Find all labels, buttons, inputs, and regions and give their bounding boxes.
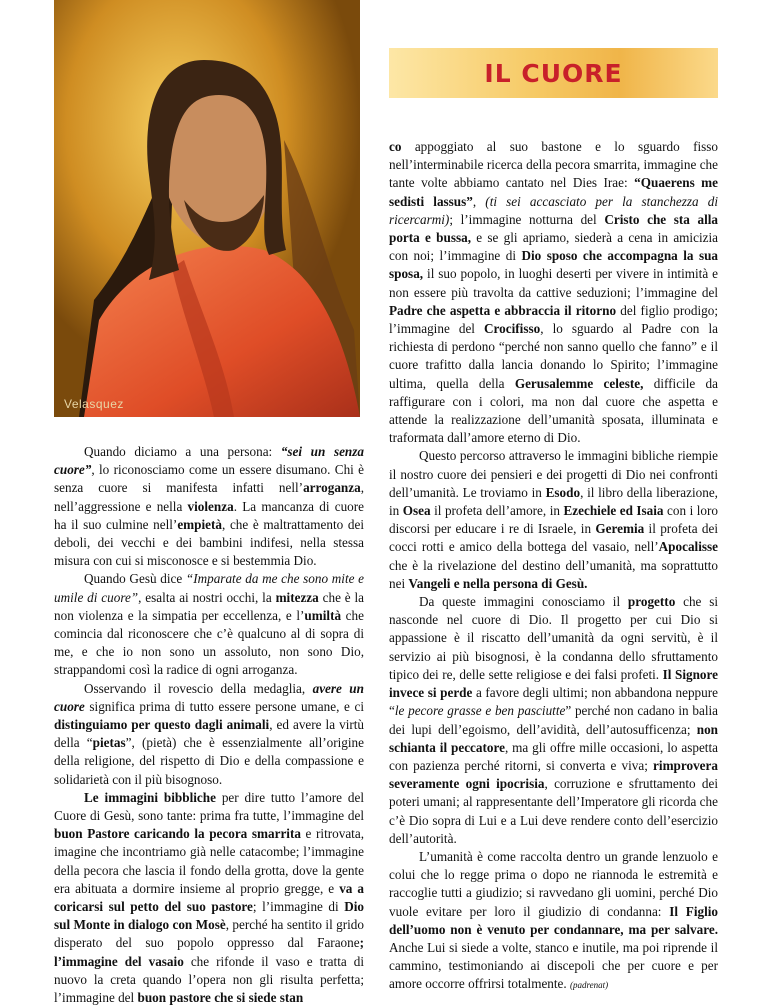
- text-run: Quando Gesù dice: [84, 571, 186, 587]
- paragraph: [54, 680, 364, 789]
- text-run: rimprovera severamente ogni ipocrisia: [389, 757, 718, 792]
- text-run: , ed avere la virtù della “: [54, 717, 365, 751]
- text-run: Anche Lui si siede a volte, stanco e inutile, ma poi riprende il cammino, testimoniando ai discepoli che per cuore e per amore occorre offrirsi totalmente.: [389, 939, 718, 992]
- text-run: non schianta il peccatore: [389, 721, 718, 755]
- text-run: violenza: [187, 498, 234, 514]
- text-run: Il Signore invece si perde: [389, 666, 718, 701]
- text-run: “Quaerens me sedisti lassus”: [389, 175, 719, 209]
- text-run: , il libro della liberazione, in: [389, 484, 718, 519]
- page-title: IL CUORE: [484, 58, 623, 88]
- text-run: buon pastore che si siede stan: [137, 990, 304, 1006]
- text-run: , lo sguardo al Padre con la richiesta di perdono “perché non sanno quello che fanno” e il cuore trafitto dalla lancia donando lo Spirito; l’immagine ultima, quella della: [389, 321, 718, 391]
- text-run: , ma gli offre mille occasioni, lo aspetta con pazienza perché ritorni, si converta e viva;: [389, 739, 718, 773]
- text-run: Gerusalemme celeste,: [514, 375, 644, 391]
- text-run: Da queste immagini conosciamo il: [419, 594, 628, 610]
- text-run: buon Pastore caricando la pecora smarrita: [54, 826, 301, 842]
- text-run: , lo riconosciamo come un essere disumano. Chi è senza cuore si manifesta infatti nell’: [54, 462, 364, 496]
- text-run: con i loro discorsi per educare i re di Israele, in: [389, 503, 718, 537]
- text-run: , nell’aggressione e nella: [54, 480, 364, 514]
- text-run: , corruzione e sfruttamento dei poteri umani; al rappresentante dell’Imperatore gli ricorda che c’è Dio sopra di Lui e a Lui deve rendere conto dell’esercizio dell’autorità.: [389, 776, 719, 846]
- text-run: (padrenat): [570, 980, 609, 991]
- text-run: ; l’immagine del vasaio: [54, 935, 364, 969]
- text-run: significa prima di tutto essere persone umane, e ci: [84, 698, 364, 714]
- left-column: [54, 443, 364, 1007]
- text-run: “Imparate da me che sono mite e umile di cuore”: [54, 571, 364, 605]
- text-run: del figlio prodigo; l’immagine del: [389, 302, 719, 337]
- text-run: Il Figlio dell’uomo non è venuto per condannare, ma per salvare.: [389, 903, 718, 937]
- paragraph: [54, 570, 364, 679]
- text-run: pietas: [92, 735, 126, 751]
- text-run: e se gli apriamo, siederà a cena in amicizia con noi; l’immagine di: [389, 230, 718, 264]
- text-run: Osservando il rovescio della medaglia,: [84, 680, 313, 696]
- right-column: [389, 138, 718, 995]
- text-run: empietà: [177, 516, 223, 532]
- text-run: il profeta dell’amore, in: [430, 503, 564, 519]
- text-run: L’umanità è come raccolta dentro un grande lenzuolo e colui che lo regge prima o dopo ne riannoda le estremità e raccoglie tutti a giudizio; si ravvedano gli uomini, perché Dio vuole evitare per loro il giudizio di condanna:: [389, 848, 718, 919]
- text-run: e ritrovata, imagine che incontriamo già nelle catacombe; l’immagine della pecora che lascia il fondo della grotta, dove la gente era abituata a dormire insieme al proprio gregge, e: [54, 826, 364, 896]
- text-run: ”, (pietà) che è essenzialmente all’origine della religione, del rispetto di Dio e della compassione e solidarietà con il più bisognoso.: [54, 735, 365, 787]
- text-run: , esalta ai nostri occhi, la: [138, 589, 276, 605]
- text-run: per dire tutto l’amore del Cuore di Gesù, sono tante: prima fra tutte, l’immagine del: [54, 789, 364, 824]
- text-run: ,: [472, 193, 486, 209]
- text-run: appoggiato al suo bastone e lo sguardo fisso nell’interminabile ricerca della pecora smarrita, immagine che tante volte abbiamo cantato nel Dies Irae:: [389, 139, 718, 191]
- painter-caption: Velasquez: [64, 397, 124, 411]
- text-run: Osea: [402, 503, 431, 519]
- text-run: le pecore grasse e ben pasciutte: [394, 703, 566, 719]
- text-run: Ezechiele ed Isaia: [563, 503, 664, 519]
- text-run: arroganza: [303, 480, 361, 496]
- painting-jesus: [54, 0, 360, 417]
- text-run: Le immagini bibbliche: [84, 789, 216, 805]
- text-run: che è la non violenza e la simpatia per eccellenza, e l’: [54, 589, 365, 623]
- painting-illustration: [54, 0, 360, 417]
- text-run: . La mancanza di cuore ha il suo culmine nell’: [54, 498, 365, 532]
- text-run: Apocalisse: [658, 539, 718, 555]
- paragraph: [389, 593, 718, 848]
- text-run: Esodo: [545, 484, 581, 500]
- text-run: umiltà: [304, 607, 342, 623]
- text-run: Crocifisso: [484, 321, 541, 337]
- text-run: Vangeli e nella persona di Gesù.: [408, 575, 588, 591]
- title-banner: [389, 48, 718, 98]
- text-run: distinguiamo per questo dagli animali: [54, 717, 270, 733]
- text-run: che si nasconde nel cuore di Dio. Il progetto per cui Dio si appassione è il riscatto dell’umanità da ogni servitù, è il servizio ai più bisognosi, è la condanna dello sfruttamento tipico dei re, delle sette religiose e dei falsi profeti.: [389, 594, 718, 682]
- text-run: difficile da raffigurare con i colori, ma non dal cuore che aspetta e attende la realizzazione dell’umanità sposata, illuminata e traformata dall’amore eterno di Dio.: [389, 375, 718, 446]
- text-run: ” perché non cadano in balia dei lupi dell’egoismo, dell’avidità, dell’autosufficenza;: [389, 703, 718, 737]
- text-run: Dio sposo che accompagna la sua sposa,: [389, 248, 718, 282]
- text-run: va a coricarsi sul petto del suo pastore: [54, 880, 365, 915]
- paragraph: [54, 789, 364, 1007]
- text-run: Geremia: [595, 521, 645, 537]
- text-run: Cristo che sta alla porta e bussa,: [389, 211, 718, 246]
- paragraph: [389, 848, 718, 995]
- paragraph: [54, 443, 364, 570]
- text-run: Quando diciamo a una persona:: [84, 444, 281, 459]
- text-run: avere un cuore: [54, 680, 364, 714]
- text-run: Padre che aspetta e abbraccia il ritorno: [389, 302, 617, 318]
- text-run: che è la rivelazione del destino dell’umanità, ma soprattutto nei: [389, 557, 718, 591]
- text-run: che comincia dal riconoscere che c’è qualcuno al di sopra di me, e che io non sono un assoluto, non sono Dio, strappandomi così la radice di ogni arroganza.: [54, 607, 364, 678]
- text-run: ; l’immagine notturna del: [449, 211, 605, 227]
- text-run: a favore degli ultimi; non abbandona neppure “: [389, 685, 718, 719]
- text-run: progetto: [627, 594, 676, 610]
- text-run: Dio sul Monte in dialogo con Mosè: [54, 899, 365, 933]
- text-run: , perché ha sentito il grido disperato del suo popolo oppresso dal Faraone: [54, 917, 364, 951]
- text-run: ; l’immagine di: [252, 899, 345, 915]
- text-run: Questo percorso attraverso le immagini bibliche riempie il nostro cuore dei pensieri e dei progetti di Dio nei confronti dell’umanità. Le troviamo in: [389, 448, 718, 500]
- text-run: co: [389, 139, 402, 154]
- text-run: , che è maltrattamento dei deboli, dei vecchi e dei bambini indifesi, nella stessa misura con cui si misconosce e si bestemmia Dio.: [54, 516, 364, 569]
- paragraph: [389, 447, 718, 593]
- paragraph: [389, 138, 718, 447]
- text-run: che rifonde il vaso e tratta di nuovo la creta quando l’opera non gli risulta perfetta; l’immagine del: [54, 953, 364, 1006]
- text-run: il suo popolo, in luoghi deserti per vivere in intimità e non essere più travolta da cattive seduzioni; l’immagine del: [389, 266, 718, 300]
- text-run: il profeta dei cocci rotti e amico della bottega del vasaio, nell’: [389, 521, 718, 555]
- text-run: mitezza: [275, 589, 319, 605]
- text-run: (ti sei accasciato per la stanchezza di ricercarmi): [389, 193, 718, 227]
- text-run: “sei un senza cuore”: [54, 444, 364, 478]
